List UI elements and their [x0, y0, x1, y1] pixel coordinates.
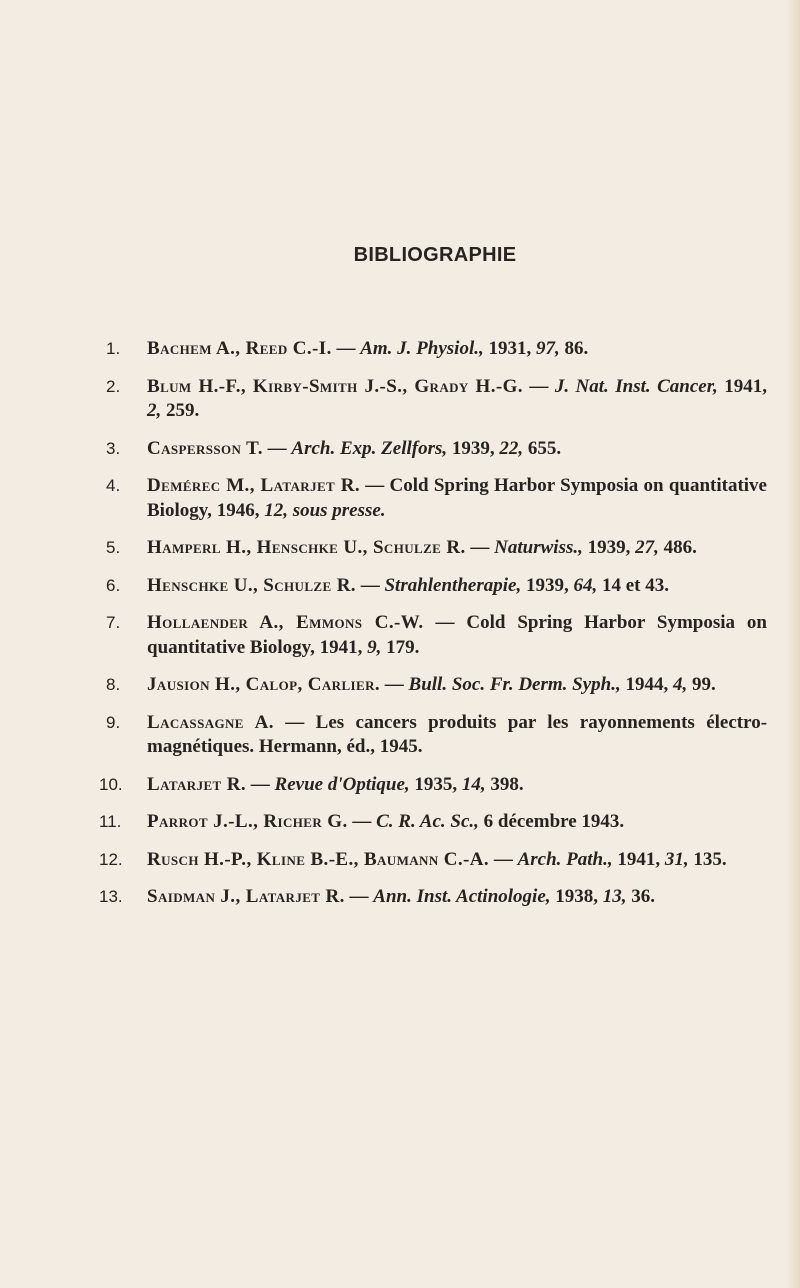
entry-number: 6.	[106, 575, 121, 595]
entry-journal: C. R. Ac. Sc.,	[376, 811, 479, 832]
entry-year: 1939,	[587, 537, 631, 558]
page-title: BIBLIOGRAPHIE	[353, 244, 517, 266]
entry-separator: —	[352, 811, 372, 832]
entry-authors: Demérec M., Latarjet R.	[147, 475, 361, 496]
entry-year: 1946,	[216, 499, 260, 521]
entry-pages: 259.	[166, 400, 200, 421]
entry-separator: —	[470, 537, 490, 558]
entry-date: 6 décembre 1943.	[483, 811, 625, 832]
entry-volume: 2,	[147, 400, 162, 421]
entry-volume: 27,	[635, 537, 659, 558]
bib-entry-7	[0, 611, 800, 660]
entry-year: 1941,	[724, 375, 767, 397]
bib-entry-10	[0, 773, 800, 798]
bib-entry-1	[0, 337, 800, 362]
entry-pages: 36.	[631, 886, 656, 907]
entry-authors: Hamperl H., Henschke U., Schulze R.	[147, 537, 466, 558]
entry-year: 1938,	[555, 886, 599, 907]
entry-separator: —	[435, 612, 455, 633]
entry-year: 1935,	[414, 773, 458, 795]
entry-separator: —	[250, 773, 270, 795]
entry-number: 5.	[106, 538, 121, 557]
entry-authors: Rusch H.-P., Kline B.-E., Baumann C.-A.	[147, 848, 490, 870]
bib-entry-13	[0, 885, 800, 910]
bib-entry-5	[0, 536, 800, 561]
entry-pages: 86.	[564, 338, 589, 359]
entry-year: 1941,	[319, 636, 363, 658]
entry-pages: 398.	[490, 773, 524, 795]
entry-authors: Henschke U., Schulze R.	[147, 574, 356, 596]
entry-number: 3.	[106, 438, 121, 458]
bib-entry-4	[0, 474, 800, 523]
entry-journal: Arch. Exp. Zellfors,	[291, 437, 448, 459]
entry-pages: 655.	[527, 437, 562, 459]
entry-authors: Latarjet R.	[147, 773, 247, 795]
entry-title: Cold Spring Harbor Symposia on quantitative Biology,	[147, 475, 767, 521]
entry-volume: 31,	[664, 848, 689, 870]
entry-pages: 99.	[691, 674, 716, 695]
entry-volume: 22,	[499, 437, 524, 459]
entry-authors: Lacassagne A.	[147, 711, 274, 733]
entry-separator: —	[349, 886, 369, 907]
entry-year: 1945.	[379, 736, 423, 757]
entry-separator: —	[360, 574, 380, 596]
entry-number: 13.	[99, 887, 123, 906]
entry-journal: Strahlentherapie,	[384, 574, 522, 596]
entry-volume: 13,	[602, 886, 627, 907]
entry-journal: Arch. Path.,	[517, 848, 613, 870]
entry-authors: Saidman J., Latarjet R.	[147, 886, 345, 907]
bibliography-list	[0, 337, 800, 923]
entry-authors: Hollaender A., Emmons C.-W.	[147, 612, 424, 633]
bib-entry-2	[0, 375, 800, 424]
bib-entry-12	[0, 848, 800, 873]
entry-pages: 14 et 43.	[601, 574, 669, 596]
entry-number: 12.	[99, 849, 123, 869]
entry-number: 1.	[106, 339, 121, 358]
entry-volume: 9,	[367, 636, 382, 658]
entry-authors: Blum H.-F., Kirby-Smith J.-S., Grady H.-G.	[147, 375, 523, 397]
entry-separator: —	[285, 711, 305, 733]
entry-separator: —	[267, 437, 287, 459]
entry-year: 1939,	[451, 437, 495, 459]
entry-year: 1944,	[625, 674, 669, 695]
entry-number: 10.	[99, 774, 123, 794]
entry-journal: J. Nat. Inst. Cancer,	[554, 375, 718, 397]
entry-pages: 486.	[663, 537, 697, 558]
bib-entry-6	[0, 574, 800, 599]
entry-separator: —	[365, 475, 385, 496]
entry-separator: —	[529, 375, 549, 397]
entry-journal: Am. J. Physiol.,	[360, 338, 484, 359]
entry-number: 11.	[99, 812, 122, 831]
entry-year: 1931,	[488, 338, 532, 359]
entry-number: 2.	[106, 376, 121, 396]
entry-volume: 64,	[573, 574, 598, 596]
entry-journal: Ann. Inst. Actinologie,	[373, 886, 551, 907]
entry-separator: —	[336, 338, 356, 359]
bib-entry-8	[0, 673, 800, 698]
entry-number: 4.	[106, 476, 121, 495]
bib-entry-11	[0, 810, 800, 835]
entry-authors: Jausion H., Calop, Carlier.	[147, 674, 381, 695]
entry-journal: Revue d'Optique,	[274, 773, 410, 795]
entry-journal: Bull. Soc. Fr. Derm. Syph.,	[408, 674, 621, 695]
entry-title: Cold Spring Harbor Symposia on quantitative Biology,	[147, 612, 767, 658]
entry-title: Les cancers produits par les rayonnements électro-magnétiques. Hermann, éd.,	[147, 711, 768, 757]
entry-year: 1941,	[617, 848, 661, 870]
bib-entry-3	[0, 437, 800, 462]
bib-entry-9	[0, 711, 800, 760]
entry-journal: Naturwiss.,	[494, 537, 583, 558]
entry-pages: 179.	[386, 636, 420, 658]
entry-volume: 14,	[461, 773, 486, 795]
entry-volume: 97,	[535, 338, 560, 359]
entry-number: 9.	[106, 712, 121, 732]
entry-number: 7.	[106, 613, 121, 632]
entry-volume: 12,	[264, 499, 288, 521]
entry-note: sous presse.	[292, 499, 386, 521]
entry-separator: —	[493, 848, 513, 870]
entry-authors: Caspersson T.	[147, 437, 263, 459]
entry-year: 1939,	[525, 574, 569, 596]
entry-volume: 4,	[672, 674, 688, 695]
entry-pages: 135.	[693, 848, 727, 870]
entry-number: 8.	[106, 675, 121, 694]
entry-separator: —	[384, 674, 404, 695]
entry-authors: Bachem A., Reed C.-I.	[147, 338, 332, 359]
entry-authors: Parrot J.-L., Richer G.	[147, 811, 348, 832]
